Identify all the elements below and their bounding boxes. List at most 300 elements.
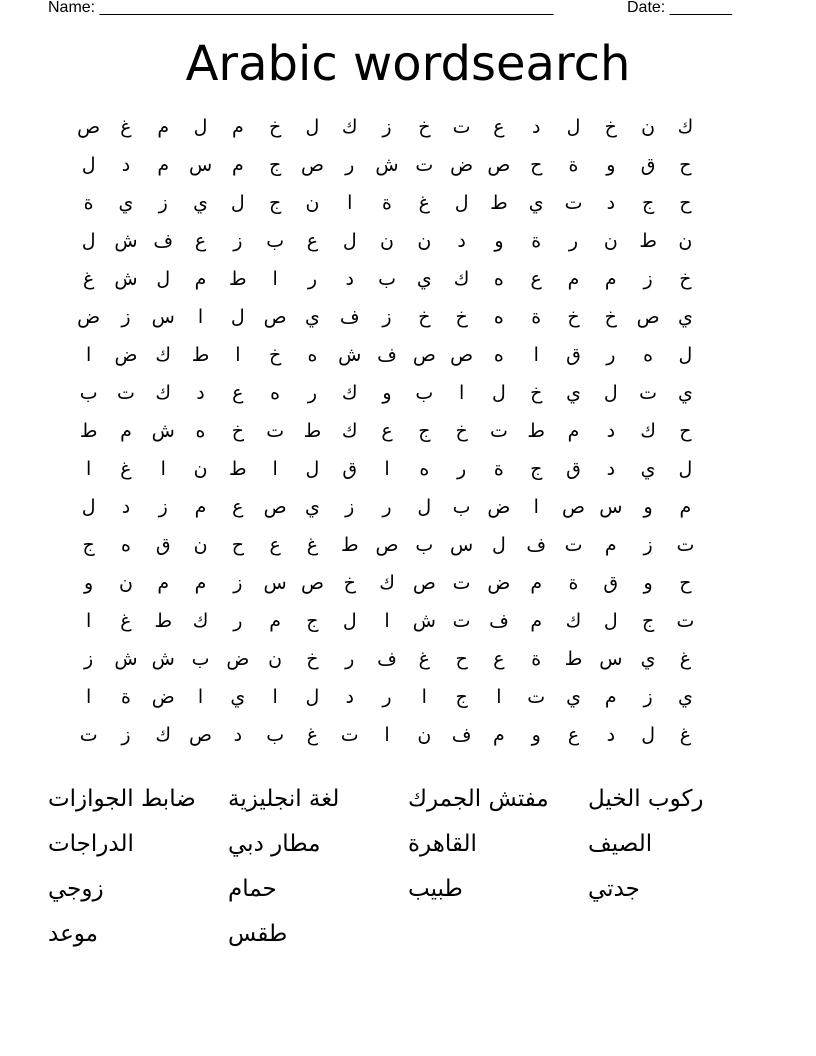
- grid-cell: ت: [676, 610, 695, 632]
- grid-cell: ر: [606, 344, 616, 366]
- grid-cell: م: [530, 610, 543, 632]
- grid-cell: خ: [269, 344, 282, 366]
- grid-cell: ه: [493, 268, 504, 290]
- grid-cell: ص: [300, 154, 324, 176]
- grid-cell: م: [120, 420, 132, 442]
- grid-cell: م: [231, 116, 244, 138]
- grid-cell: ص: [189, 724, 213, 746]
- word-item: جدتي: [588, 876, 640, 902]
- grid-cell: ش: [151, 420, 175, 442]
- grid-cell: ة: [531, 306, 542, 328]
- grid-cell: ت: [676, 534, 695, 556]
- grid-cell: م: [269, 610, 282, 632]
- header-row: [0, 0, 816, 18]
- grid-cell: ج: [418, 420, 431, 442]
- grid-cell: ص: [263, 496, 287, 518]
- grid-cell: ت: [79, 724, 98, 746]
- grid-cell: خ: [418, 306, 431, 328]
- grid-cell: ض: [487, 496, 511, 518]
- grid-cell: ت: [564, 534, 583, 556]
- grid-cell: ه: [419, 458, 430, 480]
- grid-cell: ب: [191, 648, 210, 670]
- grid-row: [70, 716, 742, 754]
- grid-cell: م: [530, 572, 543, 594]
- grid-cell: ا: [533, 496, 539, 518]
- grid-cell: ع: [530, 268, 542, 290]
- word-item: مطار دبي: [228, 831, 321, 857]
- grid-cell: خ: [306, 648, 319, 670]
- grid-cell: ي: [640, 648, 656, 670]
- grid-cell: ة: [83, 192, 94, 214]
- grid-cell: ا: [421, 686, 427, 708]
- grid-cell: ش: [412, 610, 436, 632]
- grid-cell: ل: [641, 724, 655, 746]
- grid-cell: د: [345, 686, 354, 708]
- grid-row: [70, 488, 742, 526]
- grid-cell: س: [599, 648, 623, 670]
- grid-cell: ك: [341, 382, 358, 404]
- grid-row: [70, 374, 742, 412]
- grid-cell: ع: [493, 116, 505, 138]
- grid-cell: س: [599, 496, 623, 518]
- grid-cell: ل: [603, 610, 618, 632]
- grid-cell: ل: [342, 610, 357, 632]
- grid-cell: ض: [77, 306, 101, 328]
- grid-cell: ط: [564, 648, 583, 670]
- grid-cell: ت: [489, 420, 508, 442]
- grid-cell: خ: [231, 420, 244, 442]
- grid-cell: ز: [158, 496, 168, 518]
- grid-cell: ر: [307, 268, 318, 290]
- name-field: Name: ___________________________________________________: [48, 0, 554, 16]
- grid-cell: ل: [492, 382, 506, 404]
- grid-cell: ح: [679, 154, 692, 176]
- grid-cell: ي: [528, 192, 544, 214]
- grid-cell: ح: [679, 420, 692, 442]
- grid-cell: ف: [451, 724, 472, 746]
- word-row: [48, 780, 768, 825]
- grid-cell: م: [194, 572, 207, 594]
- grid-cell: خ: [455, 306, 468, 328]
- grid-cell: ج: [641, 610, 655, 632]
- word-item: ضابط الجوازات: [48, 786, 196, 812]
- grid-cell: د: [345, 268, 354, 290]
- grid-cell: ن: [417, 724, 432, 746]
- grid-cell: س: [151, 306, 175, 328]
- grid-cell: ص: [77, 116, 101, 138]
- page-title: Arabic wordsearch: [185, 36, 631, 92]
- grid-cell: ا: [86, 686, 92, 708]
- grid-cell: ة: [531, 648, 542, 670]
- grid-cell: خ: [455, 420, 468, 442]
- grid-cell: ن: [118, 572, 133, 594]
- grid-cell: ف: [339, 306, 360, 328]
- grid-cell: ن: [193, 458, 208, 480]
- word-item: الصيف: [588, 831, 653, 857]
- grid-cell: ك: [341, 420, 358, 442]
- grid-cell: د: [121, 154, 131, 176]
- grid-cell: ه: [493, 306, 504, 328]
- grid-cell: ة: [493, 458, 504, 480]
- grid-cell: ب: [415, 534, 434, 556]
- grid-cell: ع: [567, 724, 580, 746]
- grid-cell: ع: [306, 230, 319, 252]
- grid-cell: ل: [230, 306, 245, 328]
- grid-cell: ف: [526, 534, 547, 556]
- grid-cell: م: [604, 534, 617, 556]
- grid-cell: خ: [679, 268, 692, 290]
- grid-cell: د: [457, 230, 466, 252]
- grid-cell: ل: [566, 116, 581, 138]
- grid-cell: غ: [306, 534, 319, 556]
- grid-cell: د: [233, 724, 243, 746]
- grid-cell: ز: [121, 724, 131, 746]
- grid-cell: و: [531, 724, 541, 746]
- grid-cell: ي: [677, 306, 693, 328]
- grid-cell: ل: [678, 344, 693, 366]
- grid-cell: ط: [191, 344, 210, 366]
- grid-cell: ت: [452, 610, 471, 632]
- grid-cell: ك: [155, 724, 172, 746]
- grid-cell: ع: [269, 534, 281, 556]
- grid-cell: ل: [81, 496, 96, 518]
- grid-cell: د: [606, 420, 616, 442]
- grid-cell: ه: [643, 344, 654, 366]
- grid-cell: ط: [639, 230, 657, 252]
- grid-cell: خ: [530, 382, 543, 404]
- grid-row: [70, 298, 742, 336]
- grid-cell: ك: [565, 610, 582, 632]
- grid-cell: ي: [118, 192, 134, 214]
- grid-cell: م: [567, 420, 580, 442]
- grid-cell: ط: [303, 420, 322, 442]
- grid-cell: ق: [342, 458, 358, 480]
- grid-cell: ن: [305, 192, 320, 214]
- grid-row: [70, 526, 742, 564]
- grid-cell: ت: [340, 724, 359, 746]
- grid-cell: ا: [86, 344, 92, 366]
- grid-cell: ق: [566, 458, 581, 480]
- grid-cell: م: [157, 572, 170, 594]
- grid-cell: ط: [79, 420, 98, 442]
- grid-cell: ش: [114, 648, 138, 670]
- grid-cell: ا: [86, 610, 92, 632]
- word-list: [48, 780, 768, 960]
- grid-cell: ب: [415, 382, 434, 404]
- grid-cell: ل: [305, 116, 320, 138]
- grid-row: [70, 184, 742, 222]
- grid-cell: ن: [417, 230, 432, 252]
- grid-cell: ل: [342, 230, 357, 252]
- grid-cell: ش: [151, 648, 175, 670]
- grid-row: [70, 146, 742, 184]
- grid-cell: م: [604, 686, 617, 708]
- grid-cell: ط: [490, 192, 508, 214]
- grid-cell: ط: [229, 268, 247, 290]
- grid-cell: ج: [269, 192, 282, 214]
- grid-cell: ع: [194, 230, 207, 252]
- grid-row: [70, 450, 742, 488]
- grid-cell: ر: [568, 230, 579, 252]
- grid-cell: ل: [156, 268, 171, 290]
- grid-cell: ا: [384, 458, 390, 480]
- grid-row: [70, 222, 742, 260]
- grid-cell: ز: [382, 116, 392, 138]
- grid-cell: ص: [263, 306, 287, 328]
- grid-cell: خ: [418, 116, 431, 138]
- grid-cell: م: [231, 154, 244, 176]
- grid-cell: ك: [155, 344, 172, 366]
- grid-cell: غ: [418, 192, 430, 214]
- grid-cell: ط: [229, 458, 247, 480]
- grid-cell: ت: [266, 420, 285, 442]
- word-item: زوجي: [48, 876, 104, 902]
- grid-cell: ي: [677, 686, 693, 708]
- grid-cell: ا: [197, 686, 204, 708]
- grid-cell: ر: [382, 686, 392, 708]
- word-item: موعد: [48, 921, 98, 947]
- grid-cell: و: [643, 496, 653, 518]
- grid-cell: غ: [418, 648, 430, 670]
- grid-cell: ص: [450, 344, 474, 366]
- grid-cell: ف: [153, 230, 174, 252]
- grid-cell: ز: [233, 230, 243, 252]
- grid-cell: ي: [677, 382, 693, 404]
- grid-cell: ت: [117, 382, 135, 404]
- grid-cell: ع: [232, 382, 244, 404]
- grid-cell: ط: [154, 610, 173, 632]
- grid-cell: م: [194, 496, 207, 518]
- grid-cell: ح: [530, 154, 543, 176]
- grid-cell: ه: [195, 420, 206, 442]
- grid-cell: ة: [568, 154, 579, 176]
- grid-cell: ن: [380, 230, 394, 252]
- grid-cell: ز: [643, 686, 653, 708]
- grid-cell: ج: [269, 154, 282, 176]
- grid-cell: ز: [121, 306, 131, 328]
- grid-cell: ي: [640, 458, 656, 480]
- grid-cell: ص: [636, 306, 660, 328]
- grid-cell: ل: [492, 534, 506, 556]
- grid-cell: ب: [378, 268, 396, 290]
- grid-cell: س: [188, 154, 213, 176]
- grid-cell: ا: [235, 344, 241, 366]
- word-row: [48, 915, 768, 960]
- grid-cell: و: [494, 230, 504, 252]
- grid-cell: خ: [604, 306, 617, 328]
- grid-cell: ة: [531, 230, 542, 252]
- word-item: الدراجات: [48, 831, 134, 857]
- grid-cell: د: [606, 192, 616, 214]
- grid-cell: ا: [160, 458, 166, 480]
- grid-cell: ل: [305, 686, 320, 708]
- grid-cell: ل: [230, 192, 245, 214]
- grid-row: [70, 678, 742, 716]
- grid-cell: ز: [643, 268, 653, 290]
- grid-cell: ش: [114, 268, 138, 290]
- grid-cell: ل: [417, 496, 432, 518]
- grid-cell: ن: [678, 230, 693, 252]
- grid-cell: د: [121, 496, 131, 518]
- grid-cell: ي: [566, 686, 581, 708]
- grid-cell: ك: [453, 268, 470, 290]
- grid-row: [70, 260, 742, 298]
- grid-cell: ر: [345, 154, 355, 176]
- grid-cell: ع: [493, 648, 505, 670]
- grid-cell: غ: [120, 458, 132, 480]
- grid-cell: ي: [566, 382, 581, 404]
- letter-grid: [70, 108, 742, 754]
- grid-cell: ا: [384, 610, 390, 632]
- word-item: ركوب الخيل: [588, 786, 704, 812]
- grid-cell: ل: [603, 382, 618, 404]
- grid-cell: م: [567, 268, 580, 290]
- grid-cell: ا: [272, 686, 278, 708]
- grid-cell: ب: [79, 382, 98, 404]
- grid-cell: ز: [84, 648, 94, 670]
- word-item: حمام: [228, 876, 277, 902]
- grid-cell: ج: [530, 458, 543, 480]
- grid-cell: ل: [678, 458, 693, 480]
- grid-cell: ح: [455, 648, 468, 670]
- grid-row: [70, 412, 742, 450]
- grid-cell: ة: [382, 192, 392, 214]
- grid-row: [70, 108, 742, 146]
- grid-cell: ا: [533, 344, 539, 366]
- grid-cell: م: [493, 724, 505, 746]
- grid-cell: ا: [458, 382, 465, 404]
- grid-cell: ي: [193, 192, 208, 214]
- grid-cell: ل: [193, 116, 208, 138]
- grid-cell: ب: [266, 230, 285, 252]
- grid-cell: ا: [86, 458, 92, 480]
- grid-cell: ه: [120, 534, 131, 556]
- grid-cell: ح: [679, 192, 692, 214]
- grid-cell: و: [382, 382, 392, 404]
- grid-cell: س: [450, 534, 474, 556]
- word-item: طقس: [228, 921, 288, 947]
- grid-cell: ز: [233, 572, 243, 594]
- grid-cell: ض: [114, 344, 138, 366]
- grid-cell: ص: [562, 496, 585, 518]
- grid-cell: س: [263, 572, 287, 594]
- grid-cell: ج: [455, 686, 468, 708]
- grid-cell: و: [606, 154, 616, 176]
- grid-cell: ي: [416, 268, 432, 290]
- grid-cell: د: [606, 724, 616, 746]
- grid-cell: م: [194, 268, 207, 290]
- grid-cell: ي: [304, 496, 320, 518]
- grid-cell: ط: [527, 420, 545, 442]
- grid-cell: ر: [233, 610, 243, 632]
- word-item: القاهرة: [408, 831, 477, 857]
- word-item: طبيب: [408, 876, 463, 902]
- grid-cell: ض: [450, 154, 474, 176]
- grid-cell: ق: [640, 154, 656, 176]
- grid-cell: ك: [155, 382, 172, 404]
- grid-cell: ن: [641, 116, 656, 138]
- grid-cell: ن: [603, 230, 618, 252]
- grid-row: [70, 336, 742, 374]
- word-row: [48, 870, 768, 915]
- grid-cell: ل: [454, 192, 469, 214]
- grid-cell: م: [679, 496, 692, 518]
- grid-cell: ط: [340, 534, 359, 556]
- grid-cell: غ: [120, 116, 132, 138]
- grid-cell: ر: [345, 648, 355, 670]
- grid-cell: ة: [120, 686, 131, 708]
- word-row: [48, 825, 768, 870]
- grid-cell: د: [606, 458, 616, 480]
- grid-cell: ق: [155, 534, 171, 556]
- grid-cell: ش: [338, 344, 362, 366]
- grid-cell: ج: [306, 610, 319, 632]
- grid-cell: ا: [496, 686, 502, 708]
- grid-cell: و: [84, 572, 94, 594]
- grid-cell: ش: [114, 230, 138, 252]
- date-field: Date: _______: [627, 0, 732, 16]
- grid-cell: ت: [452, 572, 471, 594]
- grid-cell: ح: [679, 572, 692, 594]
- grid-cell: م: [157, 116, 170, 138]
- grid-cell: ض: [151, 686, 175, 708]
- grid-cell: ج: [82, 534, 95, 556]
- grid-row: [70, 564, 742, 602]
- grid-cell: ك: [341, 116, 358, 138]
- word-item: مفتش الجمرك: [408, 786, 549, 812]
- word-item: لغة انجليزية: [228, 786, 340, 812]
- grid-cell: ر: [382, 496, 392, 518]
- grid-cell: ض: [226, 648, 250, 670]
- grid-cell: ز: [345, 496, 355, 518]
- grid-cell: ن: [268, 648, 283, 670]
- grid-cell: ض: [487, 572, 511, 594]
- grid-row: [70, 602, 742, 640]
- grid-cell: ي: [230, 686, 246, 708]
- grid-cell: ت: [564, 192, 583, 214]
- grid-cell: غ: [120, 610, 132, 632]
- grid-cell: د: [531, 116, 541, 138]
- grid-cell: ب: [266, 724, 285, 746]
- grid-cell: ت: [639, 382, 658, 404]
- grid-cell: ه: [493, 344, 504, 366]
- grid-cell: و: [643, 572, 653, 594]
- grid-cell: ا: [384, 724, 390, 746]
- grid-cell: ا: [197, 306, 204, 328]
- grid-cell: غ: [679, 648, 692, 670]
- grid-cell: ك: [677, 116, 694, 138]
- grid-cell: ز: [382, 306, 392, 328]
- grid-cell: ك: [192, 610, 209, 632]
- grid-cell: ف: [377, 648, 397, 670]
- grid-cell: ل: [305, 458, 320, 480]
- grid-cell: ح: [231, 534, 244, 556]
- grid-cell: ف: [489, 610, 509, 632]
- grid-cell: ن: [193, 534, 208, 556]
- grid-cell: ت: [452, 116, 471, 138]
- grid-cell: خ: [604, 116, 617, 138]
- grid-cell: ص: [412, 344, 436, 366]
- grid-cell: غ: [679, 724, 692, 746]
- grid-cell: ل: [81, 230, 96, 252]
- grid-cell: ك: [379, 572, 395, 594]
- grid-cell: ر: [307, 382, 318, 404]
- grid-cell: غ: [82, 268, 95, 290]
- grid-cell: ت: [415, 154, 434, 176]
- grid-cell: ل: [81, 154, 96, 176]
- grid-cell: خ: [567, 306, 580, 328]
- grid-cell: د: [196, 382, 205, 404]
